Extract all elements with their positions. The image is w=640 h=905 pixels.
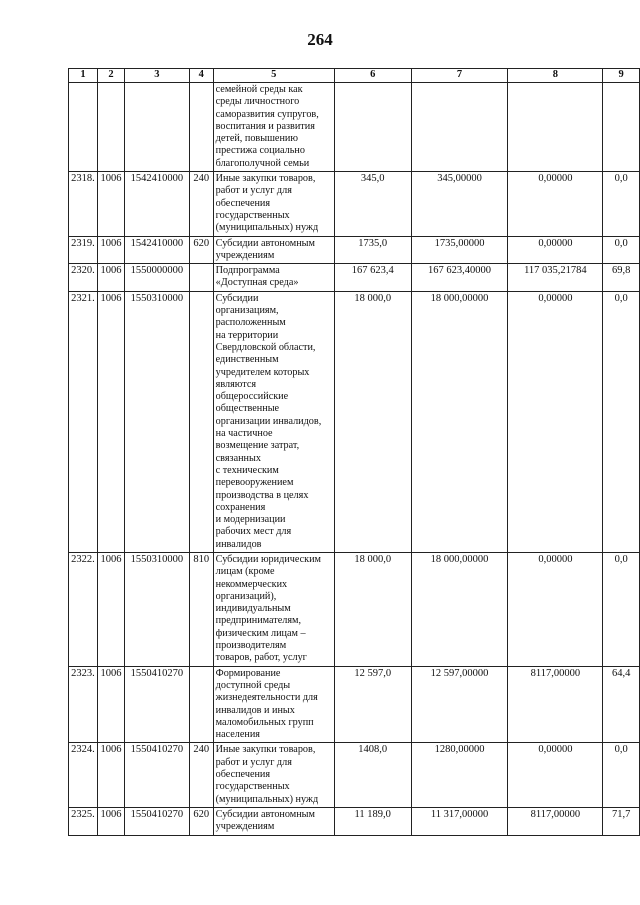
item-name (213, 552, 334, 666)
item-name-line: возмещение затрат, (215, 440, 300, 452)
section-code: 1006 (97, 807, 124, 835)
executed-amount: 117 035,21784 (508, 264, 603, 292)
approved-amount: 12 597,0 (334, 666, 411, 743)
execution-percent: 0,0 (603, 236, 640, 264)
table-row (69, 264, 640, 292)
expense-type-code (189, 666, 213, 743)
item-name (213, 666, 334, 743)
refined-amount: 1735,00000 (411, 236, 508, 264)
approved-amount: 18 000,0 (334, 291, 411, 552)
refined-amount: 345,00000 (411, 172, 508, 236)
column-header-1: 1 (69, 69, 98, 83)
item-name-line: перевооружением (215, 477, 294, 489)
refined-amount (411, 83, 508, 172)
table-row (69, 807, 640, 835)
table-row (69, 236, 640, 264)
item-name-line: учредителем которых (215, 366, 310, 378)
item-name-line: инвалидов и иных (215, 704, 295, 716)
approved-amount: 1735,0 (334, 236, 411, 264)
refined-amount: 167 623,40000 (411, 264, 508, 292)
execution-percent: 71,7 (603, 807, 640, 835)
row-number: 2323. (69, 666, 98, 743)
executed-amount: 0,00000 (508, 552, 603, 666)
row-number: 2324. (69, 743, 98, 807)
item-name-line: среды личностного (215, 96, 300, 108)
refined-amount: 18 000,00000 (411, 291, 508, 552)
table-row (69, 172, 640, 236)
item-name (213, 172, 334, 236)
item-name-line: Иные закупки товаров, (215, 173, 316, 185)
item-name-line: Субсидии автономным (215, 808, 315, 820)
execution-percent: 69,8 (603, 264, 640, 292)
item-name-line: маломобильных групп (215, 716, 314, 728)
execution-percent: 0,0 (603, 552, 640, 666)
row-number: 2322. (69, 552, 98, 666)
executed-amount: 8117,00000 (508, 666, 603, 743)
item-name-line: работ и услуг для (215, 185, 292, 197)
execution-percent: 0,0 (603, 743, 640, 807)
item-name-line: саморазвития супругов, (215, 108, 319, 120)
column-header-5: 5 (213, 69, 334, 83)
table-row (69, 552, 640, 666)
section-code: 1006 (97, 666, 124, 743)
executed-amount: 0,00000 (508, 236, 603, 264)
item-name-line: государственных (215, 209, 290, 221)
item-name-line: производителям (215, 640, 287, 652)
item-name-line: благополучной семьи (215, 157, 310, 169)
item-name-line: единственным (215, 354, 279, 366)
item-name-line: Свердловской области, (215, 341, 316, 353)
item-name (213, 807, 334, 835)
target-article-code: 1550410270 (124, 743, 189, 807)
page-number: 264 (307, 30, 333, 49)
item-name-line: семейной среды как (215, 84, 303, 95)
expense-type-code: 620 (189, 236, 213, 264)
expense-type-code (189, 264, 213, 292)
item-name-line: учреждениям (215, 249, 275, 261)
item-name (213, 264, 334, 292)
section-code: 1006 (97, 236, 124, 264)
table-row (69, 666, 640, 743)
column-header-4: 4 (189, 69, 213, 83)
approved-amount: 18 000,0 (334, 552, 411, 666)
row-number: 2321. (69, 291, 98, 552)
item-name-line: организаций), (215, 590, 277, 602)
execution-percent: 0,0 (603, 172, 640, 236)
section-code: 1006 (97, 264, 124, 292)
item-name-line: инвалидов (215, 538, 262, 550)
item-name-line: организациям, (215, 305, 279, 317)
item-name-line: воспитания и развития (215, 120, 315, 132)
item-name-line: сохранения (215, 501, 266, 513)
item-name-line: (муниципальных) нужд (215, 793, 319, 805)
target-article-code: 1550410270 (124, 666, 189, 743)
table-row (69, 291, 640, 552)
executed-amount: 0,00000 (508, 743, 603, 807)
execution-percent: 64,4 (603, 666, 640, 743)
executed-amount: 0,00000 (508, 172, 603, 236)
item-name-line: Иные закупки товаров, (215, 744, 316, 756)
approved-amount (334, 83, 411, 172)
table-row (69, 743, 640, 807)
budget-table (68, 68, 640, 836)
item-name-line: Субсидии автономным (215, 237, 315, 249)
item-name-line: рабочих мест для (215, 526, 292, 538)
approved-amount: 167 623,4 (334, 264, 411, 292)
target-article-code: 1542410000 (124, 236, 189, 264)
column-header-7: 7 (411, 69, 508, 83)
executed-amount: 0,00000 (508, 291, 603, 552)
item-name-line: связанных (215, 452, 261, 464)
execution-percent (603, 83, 640, 172)
column-header-9: 9 (603, 69, 640, 83)
item-name-line: производства в целях (215, 489, 309, 501)
item-name-line: индивидуальным (215, 603, 291, 615)
section-code: 1006 (97, 552, 124, 666)
item-name-line: жизнедеятельности для (215, 692, 318, 704)
item-name (213, 236, 334, 264)
item-name-line: доступной среды (215, 679, 291, 691)
item-name-line: детей, повышению (215, 133, 298, 145)
expense-type-code: 620 (189, 807, 213, 835)
row-number: 2320. (69, 264, 98, 292)
item-name-line: некоммерческих (215, 578, 288, 590)
item-name-line: «Доступная среда» (215, 277, 299, 289)
executed-amount: 8117,00000 (508, 807, 603, 835)
column-header-6: 6 (334, 69, 411, 83)
item-name (213, 291, 334, 552)
item-name-line: лицам (кроме (215, 566, 275, 578)
approved-amount: 345,0 (334, 172, 411, 236)
item-name-line: государственных (215, 781, 290, 793)
item-name-line: товаров, работ, услуг (215, 652, 307, 664)
item-name-line: расположенным (215, 317, 286, 329)
execution-percent: 0,0 (603, 291, 640, 552)
approved-amount: 11 189,0 (334, 807, 411, 835)
row-number (69, 83, 98, 172)
item-name (213, 743, 334, 807)
item-name-line: организации инвалидов, (215, 415, 322, 427)
row-number: 2325. (69, 807, 98, 835)
item-name (213, 83, 334, 172)
row-number: 2318. (69, 172, 98, 236)
section-code (97, 83, 124, 172)
expense-type-code: 810 (189, 552, 213, 666)
expense-type-code: 240 (189, 172, 213, 236)
refined-amount: 12 597,00000 (411, 666, 508, 743)
expense-type-code: 240 (189, 743, 213, 807)
column-header-3: 3 (124, 69, 189, 83)
item-name-line: и модернизации (215, 514, 286, 526)
item-name-line: обеспечения (215, 197, 271, 209)
item-name-line: на частичное (215, 428, 273, 440)
table-body (69, 83, 640, 836)
item-name-line: являются (215, 378, 257, 390)
item-name-line: работ и услуг для (215, 756, 292, 768)
row-number: 2319. (69, 236, 98, 264)
item-name-line: общероссийские (215, 391, 289, 403)
section-code: 1006 (97, 172, 124, 236)
table-header-row (69, 69, 640, 83)
section-code: 1006 (97, 743, 124, 807)
executed-amount (508, 83, 603, 172)
item-name-line: на территории (215, 329, 279, 341)
expense-type-code (189, 83, 213, 172)
table-row (69, 83, 640, 172)
item-name-line: Подпрограмма (215, 265, 280, 277)
item-name-line: населения (215, 729, 260, 741)
item-name-line: (муниципальных) нужд (215, 222, 319, 234)
refined-amount: 18 000,00000 (411, 552, 508, 666)
target-article-code: 1550410270 (124, 807, 189, 835)
item-name-line: предпринимателям, (215, 615, 302, 627)
item-name-line: обеспечения (215, 769, 271, 781)
refined-amount: 1280,00000 (411, 743, 508, 807)
target-article-code: 1550310000 (124, 552, 189, 666)
approved-amount: 1408,0 (334, 743, 411, 807)
item-name-line: с техническим (215, 464, 279, 476)
item-name-line: физическим лицам – (215, 627, 306, 639)
target-article-code: 1542410000 (124, 172, 189, 236)
item-name-line: учреждениям (215, 821, 275, 833)
column-header-2: 2 (97, 69, 124, 83)
item-name-line: Субсидии юридическим (215, 553, 322, 565)
item-name-line: общественные (215, 403, 280, 415)
target-article-code: 1550000000 (124, 264, 189, 292)
target-article-code (124, 83, 189, 172)
expense-type-code (189, 291, 213, 552)
target-article-code: 1550310000 (124, 291, 189, 552)
section-code: 1006 (97, 291, 124, 552)
column-header-8: 8 (508, 69, 603, 83)
refined-amount: 11 317,00000 (411, 807, 508, 835)
item-name-line: Субсидии (215, 292, 259, 304)
item-name-line: престижа социально (215, 145, 305, 157)
item-name-line: Формирование (215, 667, 281, 679)
